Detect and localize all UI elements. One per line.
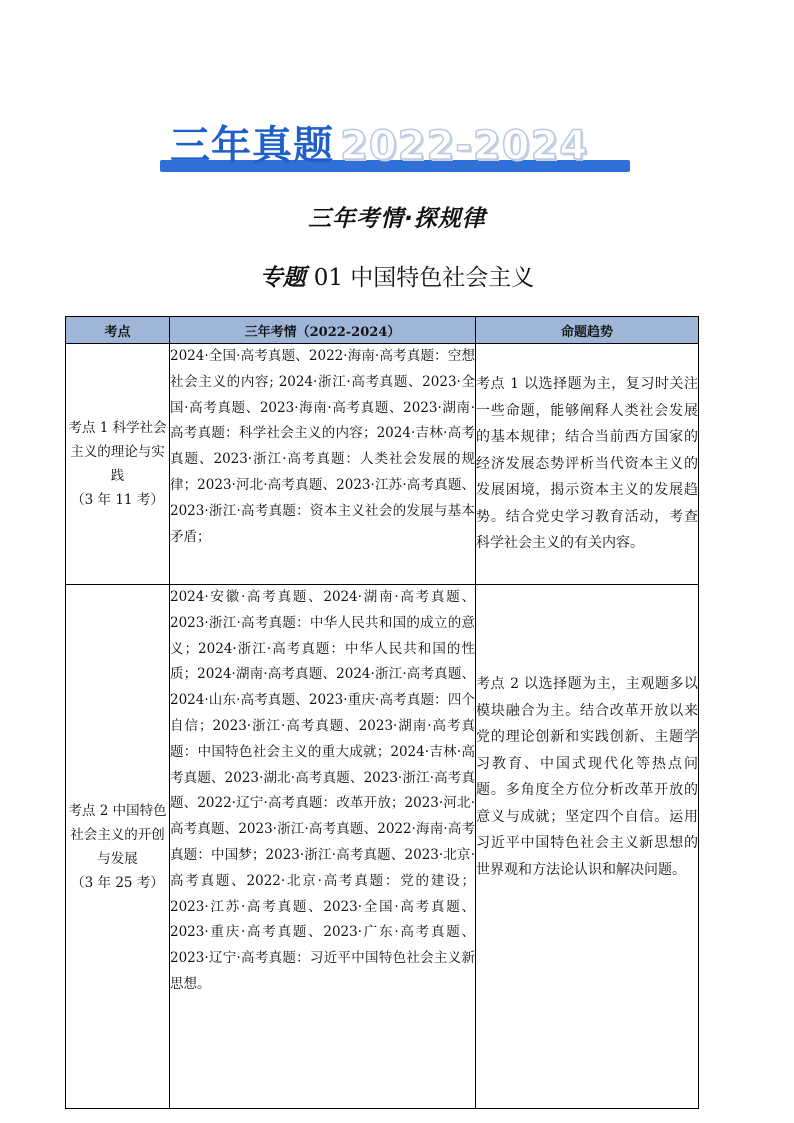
details-cell: 2024·全国·高考真题、2022·海南·高考真题：空想社会主义的内容; 2024·浙江·高考真题、2023·全国·高考真题、2023·海南·高考真题、2023·湖南·高考真题：科学社会主义的内容；2024·吉林·高考真题、2023·浙江·高考真题：人类社会发展的规律；2023·河北·高考真题、2023·江苏·高考真题、2023·浙江·高考真题：资本主义社会的发展与基本矛盾； [170, 344, 476, 585]
table-row [66, 585, 699, 1109]
exam-analysis-table [65, 316, 699, 1109]
subtitle: 三年考情·探规律 [308, 206, 486, 232]
header-point: 考点 [66, 317, 170, 344]
topic-title: 01 中国特色社会主义 [313, 265, 535, 291]
table-row [66, 344, 699, 585]
point-name: 考点 2 中国特色社会主义的开创与发展 [68, 802, 167, 867]
topic-heading [0, 262, 794, 294]
header-details: 三年考情（2022-2024） [170, 317, 476, 344]
topic-prefix: 专题 [259, 265, 306, 291]
details-cell: 2024·安徽·高考真题、2024·湖南·高考真题、2023·浙江·高考真题：中华人民共和国的成立的意义；2024·浙江·高考真题：中华人民共和国的性质；2024·湖南·高考真题、2024·浙江·高考真题、2024·山东·高考真题、2023·重庆·高考真题：四个自信；2023·浙江·高考真题、2023·湖南·高考真题：中国特色社会主义的重大成就；2024·吉林·高考真题、2023·湖北·高考真题、2023·浙江·高考真题、2022·辽宁·高考真题：改革开放；2023·河北·高考真题、2023·浙江·高考真题、2022·海南·高考真题：中国梦；2023·浙江·高考真题、2023·北京·高考真题、2022·北京·高考真题：党的建设；2023·江苏·高考真题、2023·全国·高考真题、2023·重庆·高考真题、2023·广东·高考真题、2023·辽宁·高考真题：习近平中国特色社会主义新思想。 [170, 585, 476, 1109]
point-count: （3 年 25 考） [71, 874, 164, 891]
banner-title [170, 122, 588, 170]
point-name: 考点 1 科学社会主义的理论与实践 [68, 420, 167, 484]
banner-title-cn: 三年真题 [170, 123, 334, 169]
trend-cell: 考点 1 以选择题为主，复习时关注一些命题，能够阐释人类社会发展的基本规律；结合当前西方国家的经济发展态势评析当代资本主义的发展困境，揭示资本主义的发展趋势。结合党史学习教育活动，考查科学社会主义的有关内容。 [476, 344, 699, 585]
header-trend: 命题趋势 [476, 317, 699, 344]
table-header-row [66, 317, 699, 344]
trend-cell: 考点 2 以选择题为主，主观题多以模块融合为主。结合改革开放以来党的理论创新和实践创新、主题学习教育、中国式现代化等热点问题。多角度全方位分析改革开放的意义与成就；坚定四个自信。运用习近平中国特色社会主义新思想的世界观和方法论认识和解决问题。 [476, 585, 699, 1109]
point-count: （3 年 11 考） [71, 492, 164, 508]
banner-title-years: 2022-2024 [340, 123, 589, 169]
point-cell [66, 344, 170, 585]
point-cell [66, 585, 170, 1109]
title-banner [160, 116, 636, 176]
